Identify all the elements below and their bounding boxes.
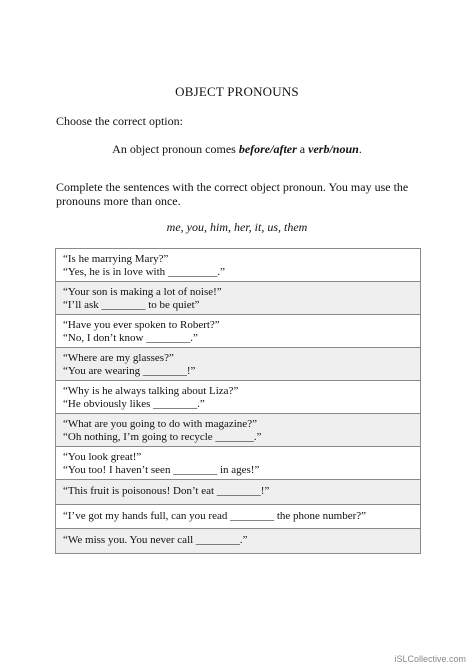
exercise-line-prompt: “What are you going to do with magazine?”	[63, 418, 257, 430]
footer-watermark: iSLCollective.com	[394, 654, 466, 664]
exercise-row	[56, 249, 420, 282]
exercise-line-prompt: “This fruit is poisonous! Don’t eat ________!”	[63, 485, 270, 497]
exercise-table	[55, 248, 421, 554]
exercise-line-prompt: “We miss you. You never call ________.”	[63, 534, 248, 546]
exercise-line-response: “No, I don’t know ________.”	[63, 331, 198, 344]
exercise-line-prompt: “Have you ever spoken to Robert?”	[63, 319, 220, 331]
exercise-line-prompt: “Is he marrying Mary?”	[63, 253, 169, 265]
instruction-choose: Choose the correct option:	[56, 114, 183, 128]
exercise-row	[56, 414, 420, 447]
exercise-row	[56, 447, 420, 480]
exercise-row	[56, 381, 420, 414]
exercise-line-prompt: “Where are my glasses?”	[63, 352, 174, 364]
exercise-line-response: “Oh nothing, I’m going to recycle _______.”	[63, 430, 262, 443]
rule-middle: a	[296, 142, 309, 156]
rule-option-position: before/after	[238, 142, 297, 156]
page-title: OBJECT PRONOUNS	[175, 84, 299, 99]
exercise-line-response: “Yes, he is in love with _________.”	[63, 265, 226, 278]
exercise-line-prompt: “Your son is making a lot of noise!”	[63, 286, 222, 298]
exercise-line-response: “You are wearing ________!”	[63, 364, 196, 377]
rule-suffix: .	[358, 142, 362, 156]
exercise-line-prompt: “You look great!”	[63, 451, 142, 463]
exercise-row	[56, 282, 420, 315]
exercise-line-response: “He obviously likes ________.”	[63, 397, 205, 410]
exercise-line-response: “I’ll ask ________ to be quiet”	[63, 298, 200, 311]
rule-prefix: An object pronoun comes	[112, 142, 239, 156]
exercise-row	[56, 505, 420, 530]
exercise-line-prompt: “I’ve got my hands full, can you read ________ the phone number?”	[63, 509, 367, 522]
exercise-row	[56, 348, 420, 381]
word-bank: me, you, him, her, it, us, them	[166, 220, 308, 234]
exercise-row	[56, 529, 420, 553]
exercise-row	[56, 315, 420, 348]
exercise-line-response: “You too! I haven’t seen ________ in ages!”	[63, 463, 260, 476]
rule-option-word: verb/noun	[308, 142, 359, 156]
exercise-row	[56, 480, 420, 505]
exercise-line-prompt: “Why is he always talking about Liza?”	[63, 385, 239, 397]
instruction-complete: Complete the sentences with the correct object pronoun. You may use the pronouns more than once.	[56, 180, 409, 208]
rule-sentence	[0, 142, 474, 157]
